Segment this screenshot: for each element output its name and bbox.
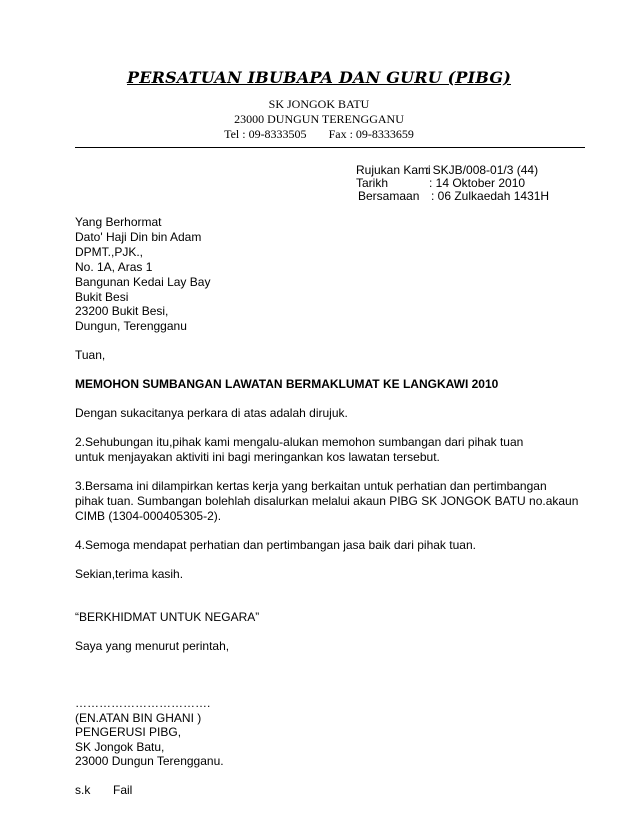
signatory-title: PENGERUSI PIBG, bbox=[75, 725, 182, 739]
hijri-date-value: : 06 Zulkaedah 1431H bbox=[431, 189, 550, 203]
cc-value: Fail bbox=[113, 783, 133, 797]
date-value: : 14 Oktober 2010 bbox=[429, 176, 526, 190]
paragraph-3-line-3: CIMB (1304-000405305-2). bbox=[75, 509, 222, 523]
signatory-name: (EN.ATAN BIN GHANI ) bbox=[75, 711, 202, 725]
paragraph-number: 3. bbox=[75, 479, 86, 493]
recipient-line: DPMT.,PJK., bbox=[75, 245, 144, 259]
paragraph-3-line-2: pihak tuan. Sumbangan bolehlah disalurkan melalui akaun PIBG SK JONGOK BATU no.akaun bbox=[75, 494, 579, 508]
paragraph-4: 4.Semoga mendapat perhatian dan pertimbangan jasa baik dari pihak tuan. bbox=[75, 538, 476, 552]
recipient-line: Bukit Besi bbox=[75, 290, 129, 304]
organization-name: PERSATUAN IBUBAPA DAN GURU (PIBG) bbox=[126, 68, 511, 87]
paragraph-number: 2. bbox=[75, 435, 86, 449]
paragraph-2-line-2: untuk menjayakan aktiviti ini bagi meringankan kos lawatan tersebut. bbox=[75, 450, 440, 464]
paragraph-number: 4. bbox=[75, 538, 86, 552]
closing-line: Sekian,terima kasih. bbox=[75, 567, 184, 581]
recipient-line: 23200 Bukit Besi, bbox=[75, 304, 169, 318]
salutation: Tuan, bbox=[75, 348, 106, 362]
telephone-number: Tel : 09-8333505 bbox=[224, 127, 307, 141]
fax-number: Fax : 09-8333659 bbox=[328, 127, 414, 141]
paragraph-1: Dengan sukacitanya perkara di atas adalah dirujuk. bbox=[75, 406, 348, 420]
recipient-line: Dungun, Terengganu bbox=[75, 319, 187, 333]
recipient-line: Yang Berhormat bbox=[75, 215, 162, 229]
letterhead-divider bbox=[75, 147, 585, 148]
letter-subject: MEMOHON SUMBANGAN LAWATAN BERMAKLUMAT KE LANGKAWI 2010 bbox=[75, 377, 499, 391]
reference-value: : SKJB/008-01/3 (44) bbox=[426, 163, 539, 177]
cc-label: s.k bbox=[75, 783, 91, 797]
signatory-school: SK Jongok Batu, bbox=[75, 740, 165, 754]
date-label: Tarikh bbox=[356, 176, 389, 190]
reference-label: Rujukan Kami bbox=[356, 163, 431, 177]
paragraph-3-line-1: 3.Bersama ini dilampirkan kertas kerja yang berkaitan untuk perhatian dan pertimbangan bbox=[75, 479, 547, 493]
order-line: Saya yang menurut perintah, bbox=[75, 639, 230, 653]
school-address: 23000 DUNGUN TERENGGANU bbox=[234, 112, 404, 126]
contact-line bbox=[0, 127, 638, 141]
recipient-line: Dato' Haji Din bin Adam bbox=[75, 230, 202, 244]
school-name: SK JONGOK BATU bbox=[268, 97, 370, 111]
signature-line: ……………………………. bbox=[75, 696, 211, 710]
hijri-date-label: Bersamaan bbox=[358, 189, 420, 203]
paragraph-2-line-1: 2.Sehubungan itu,pihak kami mengalu-alukan memohon sumbangan dari pihak tuan bbox=[75, 435, 524, 449]
motto: “BERKHIDMAT UNTUK NEGARA” bbox=[75, 610, 260, 624]
recipient-line: Bangunan Kedai Lay Bay bbox=[75, 275, 211, 289]
recipient-line: No. 1A, Aras 1 bbox=[75, 260, 153, 274]
signatory-address: 23000 Dungun Terengganu. bbox=[75, 754, 224, 768]
